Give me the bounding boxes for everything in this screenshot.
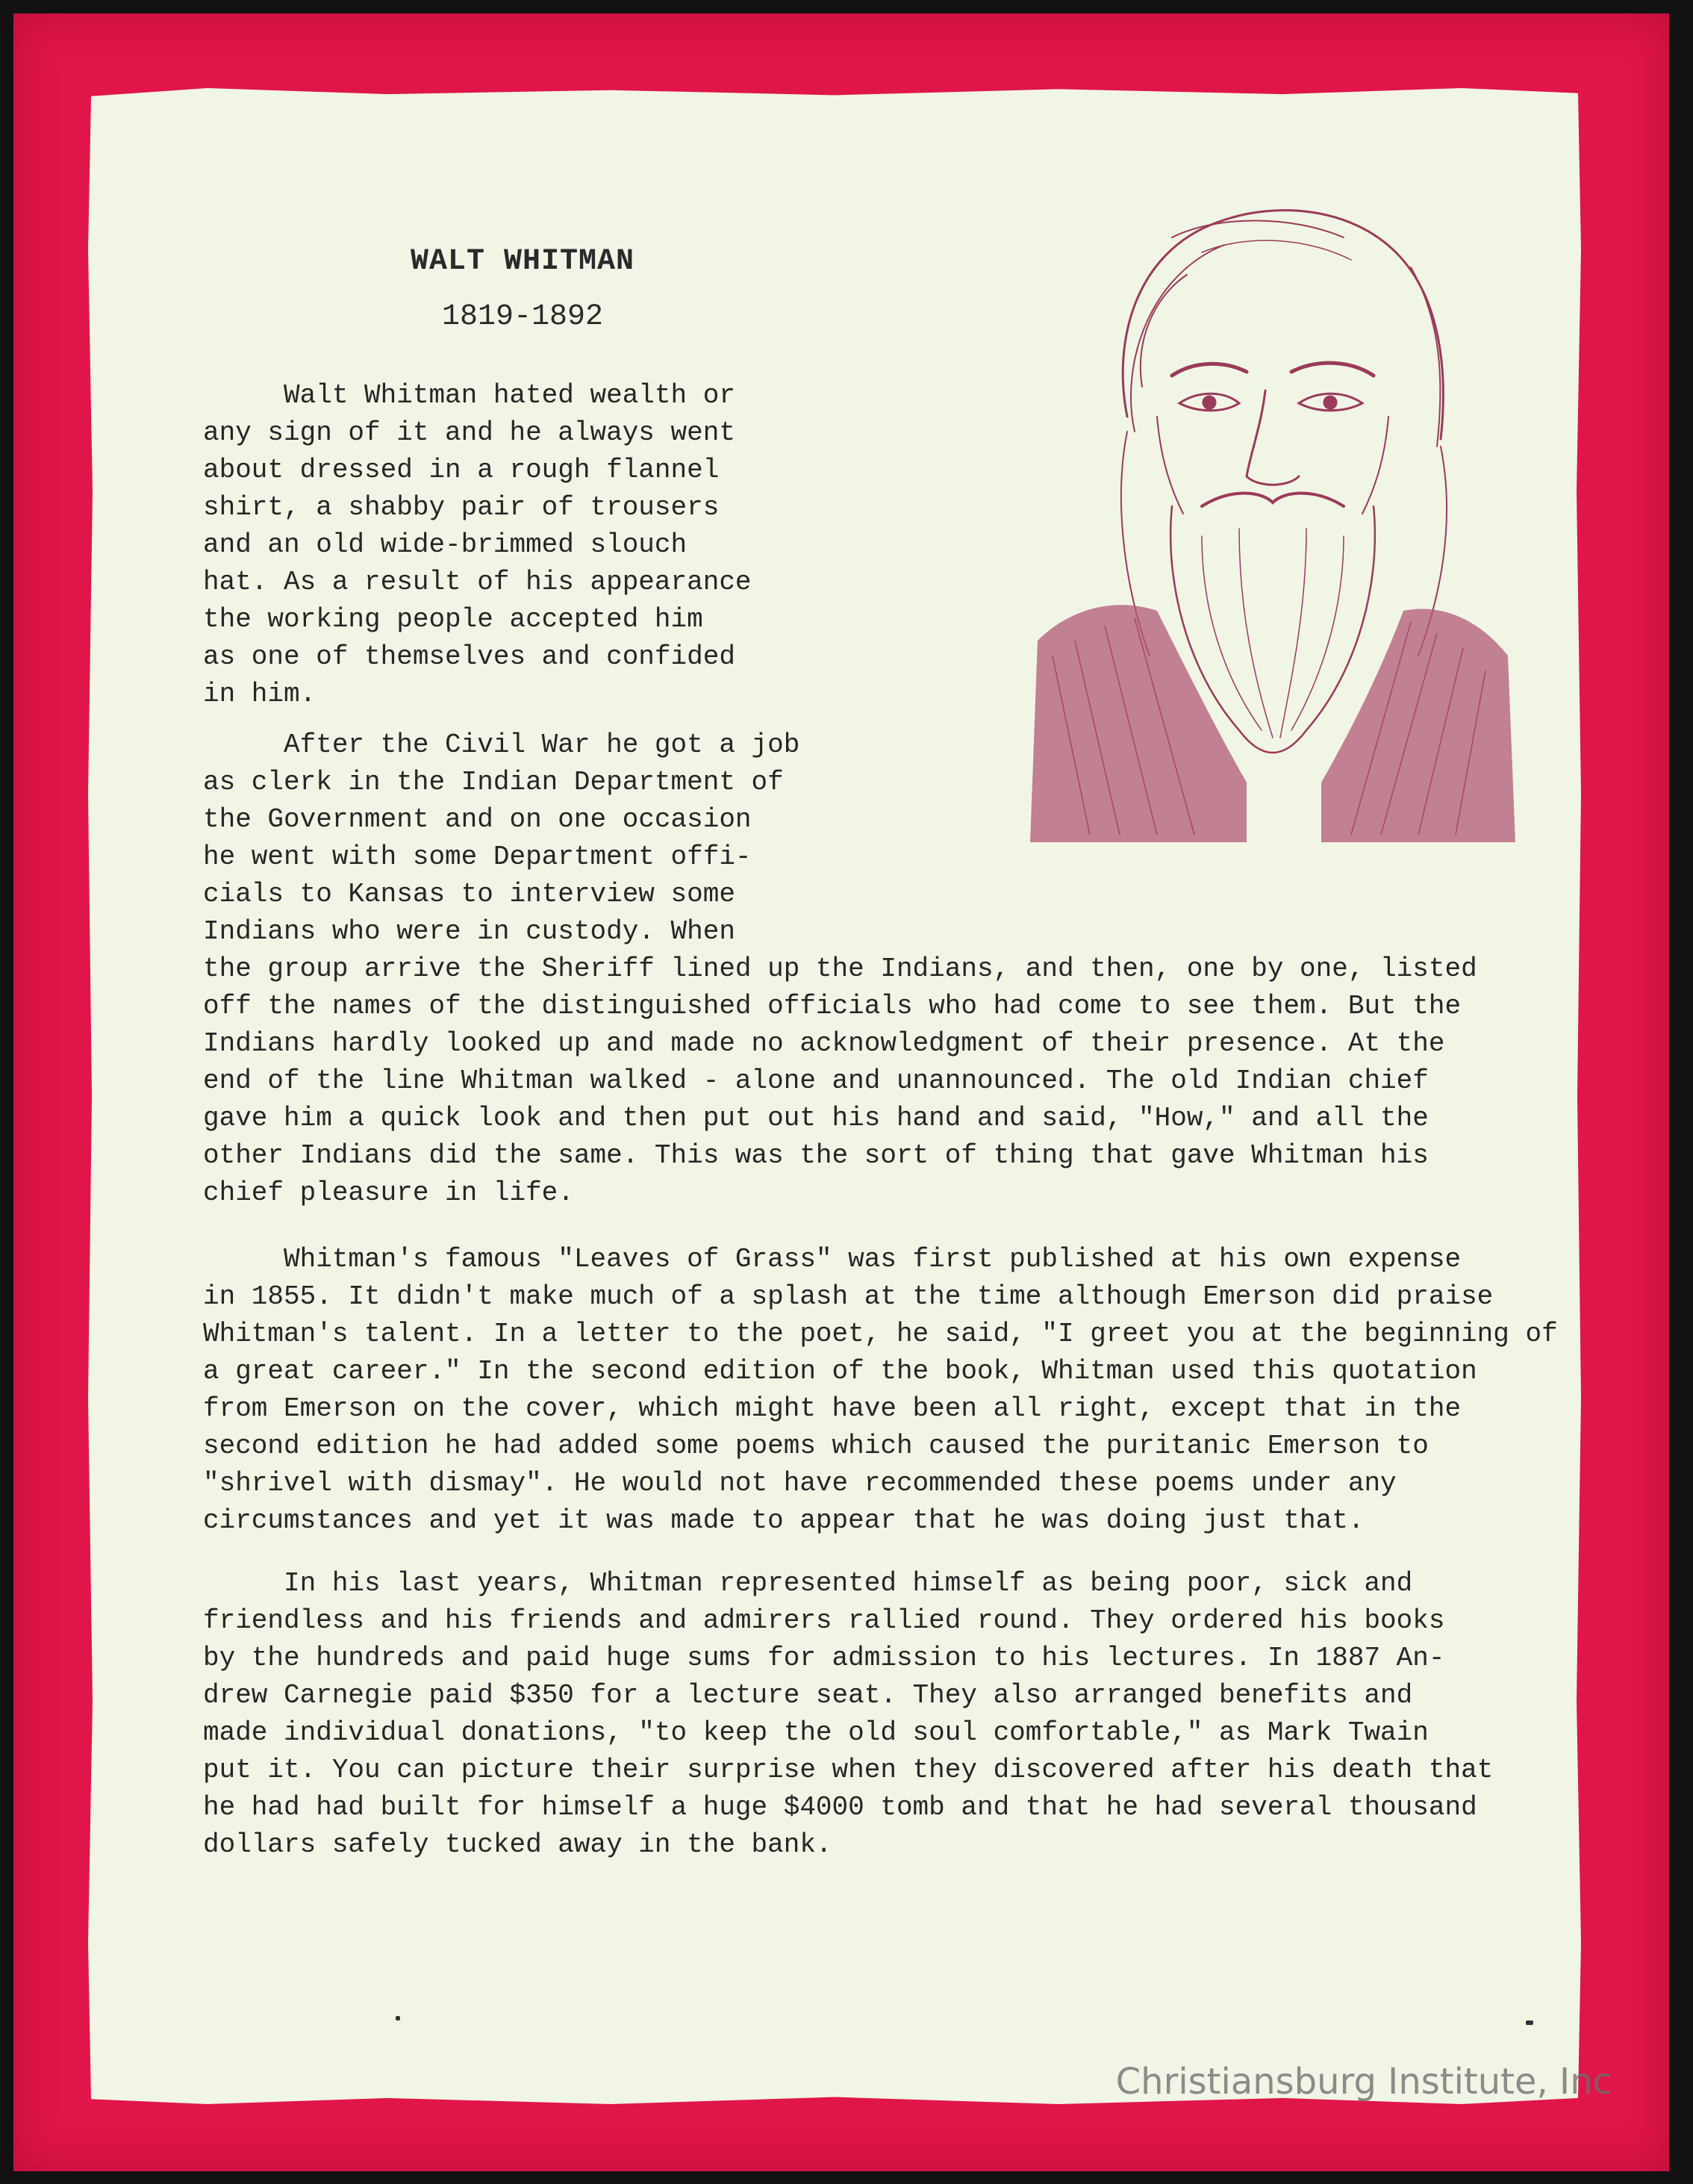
ink-speck: [1526, 2020, 1533, 2025]
paragraph-2: After the Civil War he got a job as clerk in the Indian Department of the Government and on one occasion he went with some Department offi- cials to Kansas to interview some Indians who were in custody. When the group arrive the Sheriff lined up the Indians, and then, one by one, listed off the names of the distinguished officials who had come to see them. But the Indians hardly looked up and made no acknowledgment of their presence. At the end of the line Whitman walked - alone and unannounced. The old Indian chief gave him a quick look and then put out his hand and said, "How," and all the other Indians did the same. This was the sort of thing that gave Whitman his chief pleasure in life.: [203, 729, 1477, 1208]
paragraph-4: In his last years, Whitman represented himself as being poor, sick and friendless and his friends and admirers rallied round. They ordered his books by the hundreds and paid huge sums for admission to his lectures. In 1887 An- drew Carnegie paid $350 for a lecture seat. They also arranged benefits and made individual donations, "to keep the old soul comfortable," as Mark Twain put it. You can picture their surprise when they discovered after his death that he had had built for himself a huge $4000 tomb and that he had several thousand dollars safely tucked away in the bank.: [203, 1568, 1494, 1860]
paragraph-3: Whitman's famous "Leaves of Grass" was first published at his own expense in 1855. It didn't make much of a splash at the time although Emerson did praise Whitman's talent. In a letter to the poet, he said, "I greet you at the beginning of a great career." In the second edition of the book, Whitman used this quotation from Emerson on the cover, which might have been all right, except that in the second edition he had added some poems which caused the puritanic Emerson to "shrivel with dismay". He would not have recommended these poems under any circumstances and yet it was made to appear that he was doing just that.: [203, 1244, 1558, 1536]
document-title: WALT WHITMAN: [410, 245, 635, 279]
paragraph-1: Walt Whitman hated wealth or any sign of it and he always went about dressed in a rough flannel shirt, a shabby pair of trousers and an old wide-brimmed slouch hat. As a result of his appearance the working people accepted him as one of themselves and confided in him.: [203, 380, 752, 709]
life-dates: 1819-1892: [441, 300, 604, 334]
watermark: Christiansburg Institute, Inc: [1115, 2061, 1612, 2103]
portrait-illustration: [1023, 193, 1523, 842]
ink-speck: [396, 2016, 400, 2020]
